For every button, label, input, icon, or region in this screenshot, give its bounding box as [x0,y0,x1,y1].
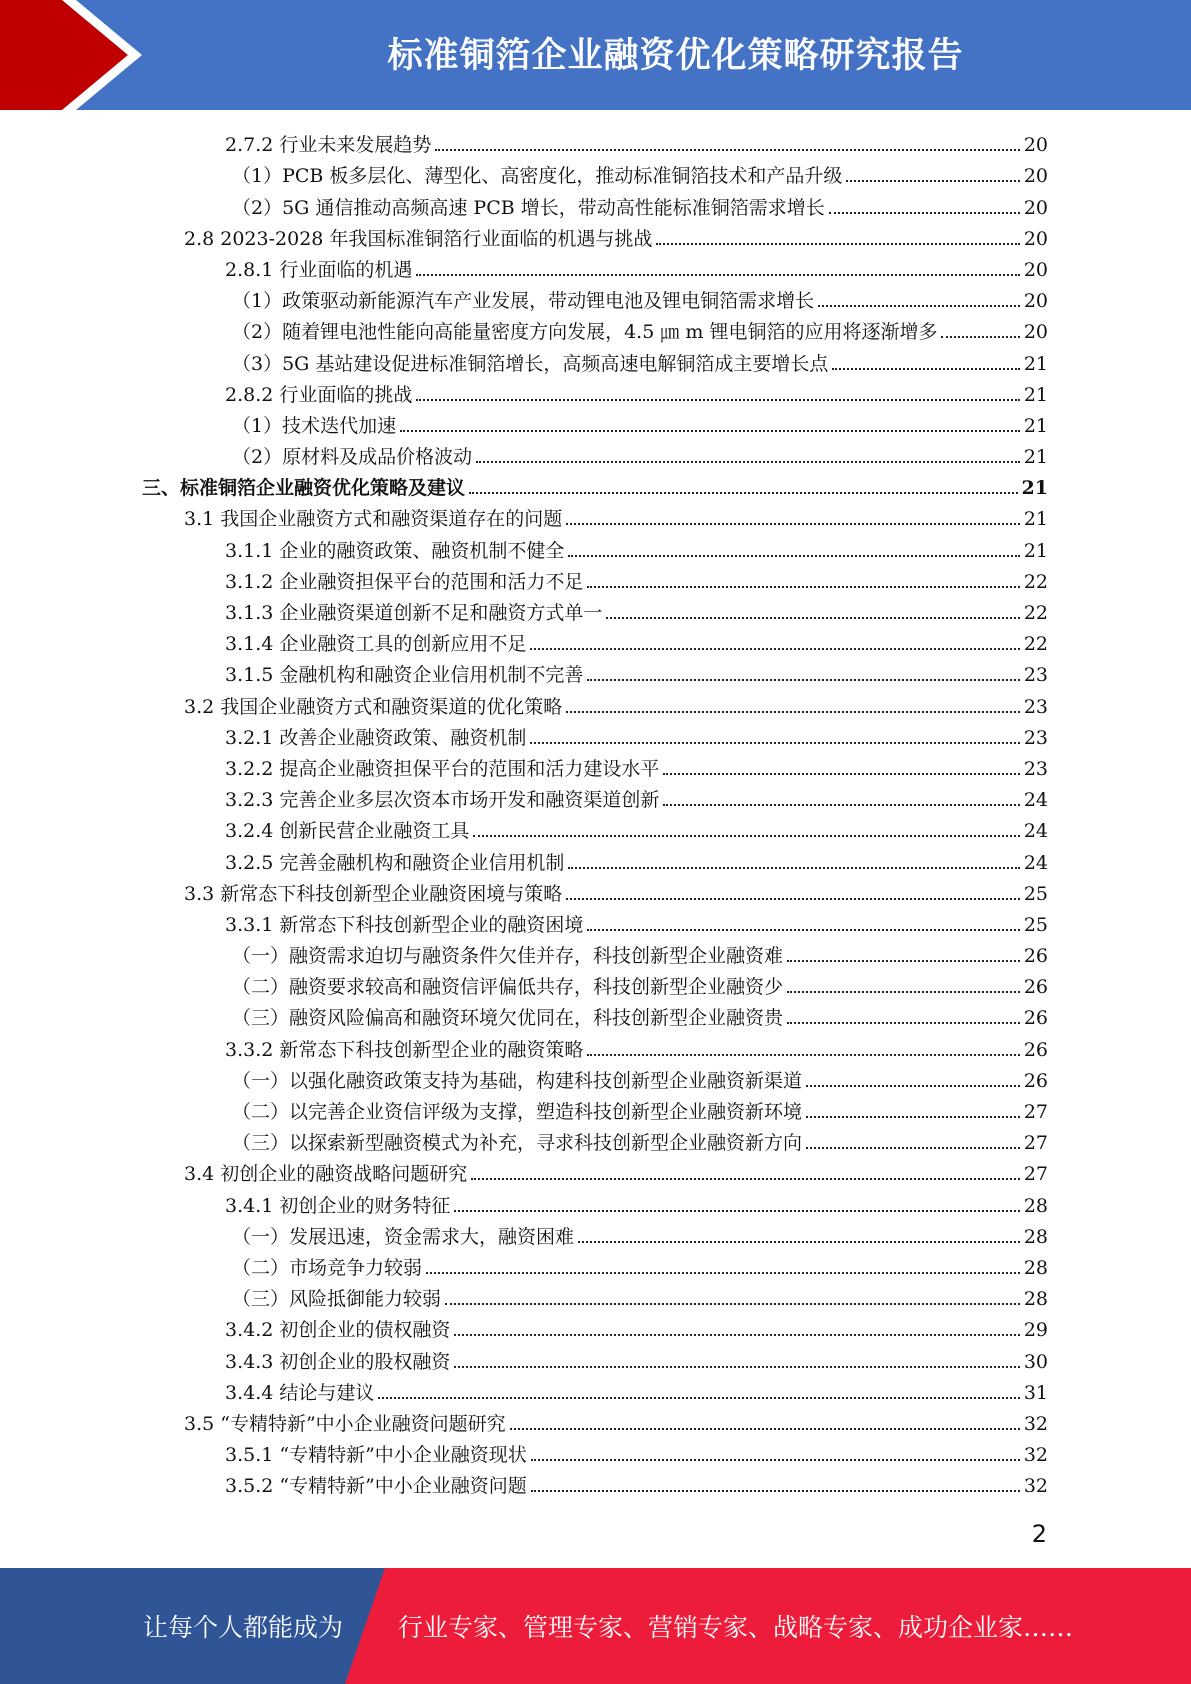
toc-entry-page: 21 [1023,539,1048,562]
toc-entry-label: （2）5G 通信推动高频高速 PCB 增长，带动高性能标准铜箔需求增长 [232,196,825,219]
toc-entry[interactable] [0,408,1191,439]
toc-dot-leader [846,180,1019,182]
toc-entry-page: 21 [1023,383,1048,406]
toc-entry-label: （3）5G 基站建设促进标准铜箔增长，高频高速电解铜箔成主要增长点 [232,352,829,375]
toc-entry-page: 21 [1023,508,1048,531]
toc-dot-leader [531,1490,1020,1492]
toc-entry[interactable] [0,907,1191,938]
toc-entry-page: 21 [1021,477,1048,500]
toc-entry-page: 24 [1023,820,1048,843]
toc-entry-page: 25 [1023,882,1048,905]
toc-entry-label: 3.4.2 初创企业的债权融资 [225,1319,451,1342]
toc-entry-label: 三、标准铜箔企业融资优化策略及建议 [142,477,466,500]
toc-entry[interactable] [0,1156,1191,1187]
toc-entry-page: 32 [1023,1412,1048,1435]
toc-dot-leader [454,1210,1019,1212]
toc-dot-leader [566,711,1020,713]
table-of-contents [0,127,1191,1499]
toc-entry-page: 20 [1023,227,1048,250]
toc-entry[interactable] [0,158,1191,189]
toc-entry-label: （二）融资要求较高和融资信评偏低共存，科技创新型企业融资少 [232,976,784,999]
toc-entry-page: 26 [1023,1007,1048,1030]
toc-dot-leader [568,867,1019,869]
toc-dot-leader [663,773,1019,775]
toc-dot-leader [510,1428,1020,1430]
toc-entry-label: 3.4.3 初创企业的股权融资 [225,1350,451,1373]
toc-entry-page: 27 [1023,1101,1048,1123]
toc-dot-leader [454,1366,1019,1368]
toc-entry-page: 32 [1023,1475,1048,1498]
toc-entry[interactable] [0,564,1191,595]
toc-dot-leader [416,274,1019,276]
toc-dot-leader [469,492,1018,494]
toc-entry-label: （三）融资风险偏高和融资环境欠优同在，科技创新型企业融资贵 [232,1007,784,1030]
toc-entry-label: （1）技术迭代加速 [232,414,397,437]
toc-entry[interactable] [0,314,1191,345]
toc-entry-label: 2.8.1 行业面临的机遇 [225,258,413,281]
toc-entry-page: 24 [1023,789,1048,812]
toc-entry-label: （二）市场竞争力较弱 [232,1256,423,1279]
toc-entry[interactable] [0,189,1191,220]
toc-entry[interactable] [0,938,1191,969]
toc-entry[interactable] [0,1000,1191,1031]
toc-dot-leader [606,617,1019,619]
toc-entry-page: 20 [1023,134,1048,157]
toc-dot-leader [530,742,1019,744]
toc-entry-label: （2）随着锂电池性能向高能量密度方向发展，4.5 ㎛ m 锂电铜箔的应用将逐渐增多 [232,321,938,344]
toc-entry-page: 23 [1023,664,1048,687]
toc-entry-page: 21 [1023,352,1048,375]
toc-entry-label: 3.5.2 “专精特新”中小企业融资问题 [225,1475,527,1498]
toc-entry-label: （三）以探索新型融资模式为补充，寻求科技创新型企业融资新方向 [232,1132,803,1155]
toc-entry-page: 28 [1023,1194,1048,1217]
toc-entry[interactable] [0,1312,1191,1343]
toc-entry-label: 2.7.2 行业未来发展趋势 [225,134,432,157]
toc-entry-label: 3.2.3 完善企业多层次资本市场开发和融资渠道创新 [225,789,660,812]
toc-entry[interactable] [0,1125,1191,1156]
toc-entry-page: 26 [1023,976,1048,999]
toc-entry[interactable] [0,221,1191,252]
toc-entry-page: 28 [1023,1288,1048,1311]
toc-entry-label: 3.4.4 结论与建议 [225,1381,375,1404]
toc-entry-label: 3.1.1 企业的融资政策、融资机制不健全 [225,539,565,562]
toc-entry-page: 22 [1023,570,1048,593]
toc-entry-page: 26 [1023,1038,1048,1061]
toc-entry-page: 21 [1023,446,1048,469]
toc-entry-label: 3.4 初创企业的融资战略问题研究 [184,1163,468,1186]
toc-dot-leader [445,1303,1020,1305]
toc-entry-page: 20 [1023,165,1048,188]
toc-entry-page: 26 [1023,1069,1048,1092]
toc-entry[interactable] [0,969,1191,1000]
toc-dot-leader [378,1397,1019,1399]
toc-dot-leader [587,929,1019,931]
toc-entry-label: （一）发展迅速，资金需求大，融资困难 [232,1225,575,1248]
toc-entry-label: 3.5.1 “专精特新”中小企业融资现状 [225,1444,527,1467]
toc-dot-leader [787,960,1020,962]
toc-entry[interactable] [0,501,1191,532]
toc-entry-page: 25 [1023,913,1048,936]
toc-dot-leader [806,1085,1020,1087]
toc-entry-label: （二）以完善企业资信评级为支撑，塑造科技创新型企业融资新环境 [232,1101,803,1123]
toc-entry-label: 3.3.1 新常态下科技创新型企业的融资困境 [225,913,584,936]
toc-entry[interactable] [0,252,1191,283]
toc-entry[interactable] [0,1031,1191,1062]
toc-entry-page: 31 [1023,1381,1048,1404]
toc-dot-leader [566,523,1020,525]
toc-dot-leader [787,1022,1020,1024]
toc-entry-label: 3.2.1 改善企业融资政策、融资机制 [225,726,527,749]
toc-entry-label: 3.1.2 企业融资担保平台的范围和活力不足 [225,570,584,593]
toc-entry[interactable] [0,1187,1191,1218]
footer-slogan-right: 行业专家、管理专家、营销专家、战略专家、成功企业家…… [398,1613,1074,1642]
toc-entry[interactable] [0,1468,1191,1499]
toc-entry-label: （一）融资需求迫切与融资条件欠佳并存，科技创新型企业融资难 [232,945,784,968]
toc-dot-leader [806,1147,1020,1149]
toc-entry-label: 3.2.2 提高企业融资担保平台的范围和活力建设水平 [225,757,660,780]
toc-dot-leader [587,586,1019,588]
toc-entry-label: 3.1.5 金融机构和融资企业信用机制不完善 [225,664,584,687]
toc-entry-label: （一）以强化融资政策支持为基础，构建科技创新型企业融资新渠道 [232,1069,803,1092]
header-arrow-decoration [0,0,155,110]
toc-entry-page: 22 [1023,633,1048,656]
toc-entry-page: 20 [1023,321,1048,344]
toc-entry-label: （1）政策驱动新能源汽车产业发展，带动锂电池及锂电铜箔需求增长 [232,290,815,313]
toc-entry[interactable] [0,1375,1191,1406]
toc-entry[interactable] [0,1281,1191,1312]
toc-dot-leader [476,461,1020,463]
toc-dot-leader [656,243,1019,245]
toc-entry[interactable] [0,1063,1191,1094]
toc-entry-page: 23 [1023,695,1048,718]
toc-dot-leader [426,1272,1020,1274]
toc-dot-leader [530,648,1019,650]
toc-entry[interactable] [0,1406,1191,1437]
toc-dot-leader [578,1241,1020,1243]
toc-entry-page: 28 [1023,1225,1048,1248]
toc-entry[interactable] [0,813,1191,844]
page-footer [0,1568,1191,1684]
toc-entry[interactable] [0,1250,1191,1281]
toc-entry-page: 27 [1023,1163,1048,1186]
toc-entry-label: （三）风险抵御能力较弱 [232,1288,442,1311]
toc-entry[interactable] [0,439,1191,470]
toc-entry-label: 3.1.3 企业融资渠道创新不足和融资方式单一 [225,602,603,624]
page-number: 2 [1031,1520,1047,1548]
toc-entry-page: 28 [1023,1256,1048,1279]
toc-entry[interactable] [0,595,1191,626]
toc-entry[interactable] [0,626,1191,657]
toc-entry[interactable] [0,1437,1191,1468]
toc-entry-label: 3.2.5 完善金融机构和融资企业信用机制 [225,851,565,874]
toc-dot-leader [806,1116,1020,1118]
toc-dot-leader [818,305,1020,307]
toc-dot-leader [473,835,1019,837]
page-header [0,0,1191,110]
toc-entry[interactable] [0,345,1191,376]
toc-entry[interactable] [0,720,1191,751]
toc-entry[interactable] [0,657,1191,688]
toc-dot-leader [832,368,1019,370]
toc-dot-leader [416,399,1019,401]
toc-entry[interactable] [0,532,1191,563]
toc-entry-label: （1）PCB 板多层化、薄型化、高密度化，推动标准铜箔技术和产品升级 [232,165,843,188]
toc-entry-label: 3.3 新常态下科技创新型企业融资困境与策略 [184,882,563,905]
toc-entry-page: 23 [1023,757,1048,780]
toc-dot-leader [531,1459,1020,1461]
toc-entry-page: 27 [1023,1132,1048,1155]
toc-entry[interactable] [0,1343,1191,1374]
toc-entry-page: 32 [1023,1444,1048,1467]
toc-dot-leader [787,991,1020,993]
toc-entry-label: （2）原材料及成品价格波动 [232,446,473,469]
toc-entry-label: 3.2 我国企业融资方式和融资渠道的优化策略 [184,695,563,718]
toc-entry-page: 20 [1023,290,1048,313]
toc-entry-label: 3.2.4 创新民营企业融资工具 [225,820,470,843]
toc-entry[interactable] [0,688,1191,719]
toc-entry[interactable] [0,283,1191,314]
toc-entry[interactable] [0,377,1191,408]
toc-entry-label: 3.5 “专精特新”中小企业融资问题研究 [184,1412,506,1435]
toc-dot-leader [454,1334,1019,1336]
toc-entry-page: 29 [1023,1319,1048,1342]
toc-entry-label: 3.3.2 新常态下科技创新型企业的融资策略 [225,1038,584,1061]
toc-entry-page: 20 [1023,258,1048,281]
toc-entry-label: 3.1.4 企业融资工具的创新应用不足 [225,633,527,656]
toc-entry[interactable] [0,1094,1191,1125]
toc-entry-page: 21 [1023,414,1048,437]
toc-entry-label: 2.8.2 行业面临的挑战 [225,383,413,406]
report-title: 标准铜箔企业融资优化策略研究报告 [387,35,964,76]
toc-dot-leader [566,898,1020,900]
toc-dot-leader [471,1178,1020,1180]
toc-entry[interactable] [0,470,1191,501]
toc-dot-leader [663,804,1019,806]
toc-entry-page: 30 [1023,1350,1048,1373]
toc-entry[interactable] [0,844,1191,875]
toc-entry-label: 3.4.1 初创企业的财务特征 [225,1194,451,1217]
toc-dot-leader [435,149,1019,151]
toc-entry[interactable] [0,1219,1191,1250]
toc-dot-leader [941,336,1019,338]
toc-dot-leader [400,430,1020,432]
toc-entry-page: 23 [1023,726,1048,749]
toc-entry-page: 22 [1023,602,1048,624]
toc-entry-label: 3.1 我国企业融资方式和融资渠道存在的问题 [184,508,563,531]
toc-entry[interactable] [0,751,1191,782]
toc-entry[interactable] [0,876,1191,907]
toc-entry[interactable] [0,782,1191,813]
toc-dot-leader [568,555,1019,557]
toc-entry-page: 26 [1023,945,1048,968]
toc-entry[interactable] [0,127,1191,158]
toc-entry-label: 2.8 2023-2028 年我国标准铜箔行业面临的机遇与挑战 [184,227,653,250]
toc-entry-page: 20 [1023,196,1048,219]
toc-entry-page: 24 [1023,851,1048,874]
toc-dot-leader [829,212,1020,214]
footer-slogan-left: 让每个人都能成为 [143,1613,344,1642]
toc-dot-leader [587,1054,1019,1056]
toc-dot-leader [587,679,1019,681]
